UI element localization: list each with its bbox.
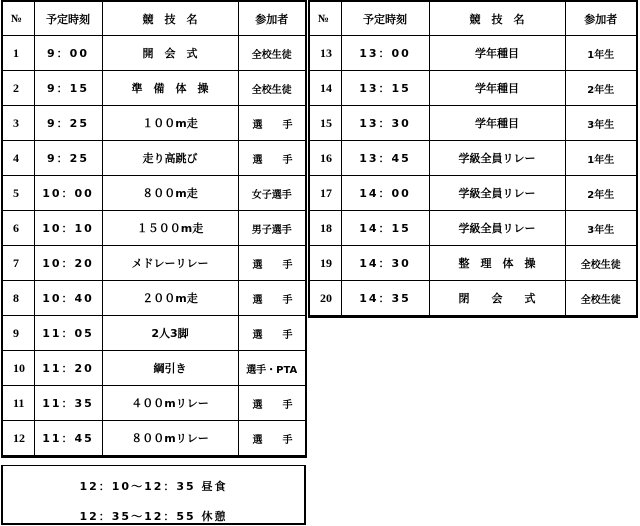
row-participants: 1年生 — [565, 36, 637, 71]
row-event: １００m走 — [102, 106, 238, 141]
row-event: メドレーリレー — [102, 246, 238, 281]
row-number: 3 — [2, 106, 34, 141]
header-participants: 参加者 — [238, 1, 306, 36]
row-time: 11：05 — [34, 316, 102, 351]
schedule-row — [2, 106, 306, 141]
header-row — [2, 1, 306, 36]
row-time: 13：00 — [341, 36, 429, 71]
schedule-row — [309, 36, 637, 71]
row-event: 学年種目 — [429, 71, 565, 106]
row-event: １５００m走 — [102, 211, 238, 246]
header-time: 予定時刻 — [34, 1, 102, 36]
row-time: 11：20 — [34, 351, 102, 386]
row-number: 16 — [309, 141, 341, 176]
row-participants: 3年生 — [565, 211, 637, 246]
row-participants: 男子選手 — [238, 211, 306, 246]
row-number: 13 — [309, 36, 341, 71]
schedule-row — [309, 106, 637, 141]
schedule-row — [2, 281, 306, 316]
row-event: 学年種目 — [429, 36, 565, 71]
row-participants: 2年生 — [565, 176, 637, 211]
row-event: 開 会 式 — [102, 36, 238, 71]
row-number: 1 — [2, 36, 34, 71]
row-number: 2 — [2, 71, 34, 106]
row-event: 整 理 体 操 — [429, 246, 565, 281]
schedule-row — [2, 211, 306, 246]
header-no: № — [309, 1, 341, 36]
row-participants: 女子選手 — [238, 176, 306, 211]
row-event: 2人3脚 — [102, 316, 238, 351]
row-time: 9：25 — [34, 106, 102, 141]
schedule-table-right — [308, 0, 638, 318]
row-event: ８００m走 — [102, 176, 238, 211]
row-time: 13：15 — [341, 71, 429, 106]
schedule-row — [2, 71, 306, 106]
row-time: 9：25 — [34, 141, 102, 176]
row-event: 綱引き — [102, 351, 238, 386]
row-number: 11 — [2, 386, 34, 421]
schedule-row — [309, 211, 637, 246]
row-participants: 選 手 — [238, 246, 306, 281]
schedule-row — [309, 176, 637, 211]
row-number: 19 — [309, 246, 341, 281]
row-event: ４００mリレー — [102, 386, 238, 421]
schedule-row — [309, 141, 637, 176]
row-participants: 選 手 — [238, 141, 306, 176]
row-event: 学級全員リレー — [429, 141, 565, 176]
header-event: 競 技 名 — [102, 1, 238, 36]
schedule-row — [309, 281, 637, 317]
row-time: 10：00 — [34, 176, 102, 211]
row-participants: 選 手 — [238, 106, 306, 141]
schedule-row — [309, 246, 637, 281]
header-no: № — [2, 1, 34, 36]
row-time: 11：45 — [34, 421, 102, 457]
row-participants: 選 手 — [238, 386, 306, 421]
row-event: ２００m走 — [102, 281, 238, 316]
row-number: 9 — [2, 316, 34, 351]
row-number: 18 — [309, 211, 341, 246]
row-number: 15 — [309, 106, 341, 141]
row-participants: 3年生 — [565, 106, 637, 141]
row-participants: 選手・PTA — [238, 351, 306, 386]
row-number: 20 — [309, 281, 341, 317]
row-event: 走り高跳び — [102, 141, 238, 176]
row-participants: 全校生徒 — [238, 71, 306, 106]
row-number: 6 — [2, 211, 34, 246]
row-time: 14：15 — [341, 211, 429, 246]
break-times — [1, 465, 306, 525]
row-time: 10：20 — [34, 246, 102, 281]
header-event: 競 技 名 — [429, 1, 565, 36]
schedule-row — [2, 246, 306, 281]
row-number: 17 — [309, 176, 341, 211]
row-participants: 選 手 — [238, 316, 306, 351]
header-row — [309, 1, 637, 36]
row-time: 10：10 — [34, 211, 102, 246]
schedule-row — [2, 141, 306, 176]
row-number: 4 — [2, 141, 34, 176]
header-participants: 参加者 — [565, 1, 637, 36]
schedule-row — [2, 36, 306, 71]
row-time: 13：30 — [341, 106, 429, 141]
row-time: 10：40 — [34, 281, 102, 316]
row-number: 12 — [2, 421, 34, 457]
row-participants: 全校生徒 — [565, 246, 637, 281]
row-number: 10 — [2, 351, 34, 386]
schedule-row — [2, 351, 306, 386]
row-time: 14：00 — [341, 176, 429, 211]
schedule-row — [2, 316, 306, 351]
row-participants: 選 手 — [238, 421, 306, 457]
rest-break-text: 12：35～12：55 休憩 — [79, 510, 228, 523]
row-participants: 全校生徒 — [238, 36, 306, 71]
row-time: 9：00 — [34, 36, 102, 71]
row-event: 学級全員リレー — [429, 176, 565, 211]
row-time: 9：15 — [34, 71, 102, 106]
row-event: 準 備 体 操 — [102, 71, 238, 106]
row-time: 11：35 — [34, 386, 102, 421]
row-number: 7 — [2, 246, 34, 281]
row-time: 13：45 — [341, 141, 429, 176]
lunch-break-text: 12：10～12：35 昼食 — [79, 480, 228, 493]
row-event: 閉 会 式 — [429, 281, 565, 317]
row-time: 14：30 — [341, 246, 429, 281]
schedule-table-left — [1, 0, 307, 458]
row-participants: 2年生 — [565, 71, 637, 106]
schedule-row — [309, 71, 637, 106]
row-time: 14：35 — [341, 281, 429, 317]
row-event: 学級全員リレー — [429, 211, 565, 246]
row-event: ８００mリレー — [102, 421, 238, 457]
row-participants: 全校生徒 — [565, 281, 637, 317]
row-number: 5 — [2, 176, 34, 211]
row-event: 学年種目 — [429, 106, 565, 141]
row-participants: 選 手 — [238, 281, 306, 316]
schedule-row — [2, 421, 306, 457]
schedule-row — [2, 386, 306, 421]
header-time: 予定時刻 — [341, 1, 429, 36]
row-number: 14 — [309, 71, 341, 106]
row-participants: 1年生 — [565, 141, 637, 176]
schedule-row — [2, 176, 306, 211]
row-number: 8 — [2, 281, 34, 316]
